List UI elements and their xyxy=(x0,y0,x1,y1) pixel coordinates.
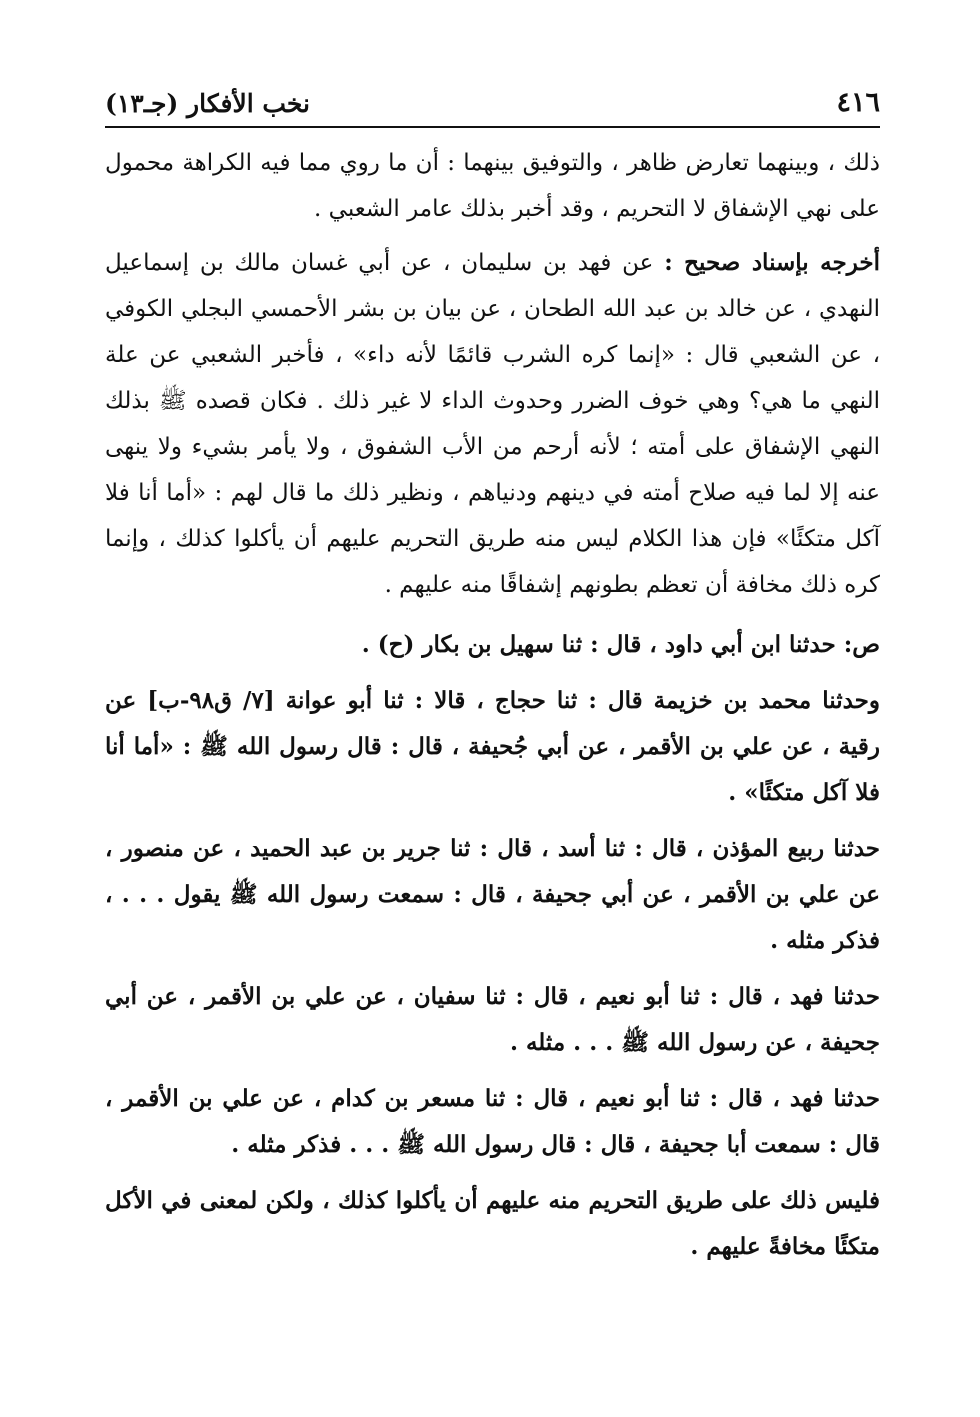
hadith-sanad-3: حدثنا ربيع المؤذن ، قال : ثنا أسد ، قال : ثنا جرير بن عبد الحميد ، عن منصور ، عن علي بن الأقمر ، عن أبي جحيفة ، قال : سمعت رسول الله ﷺ يقول . . . ، فذكر مثله . xyxy=(105,835,880,954)
paragraph-2 xyxy=(105,240,880,608)
closing-paragraph: فليس ذلك على طريق التحريم منه عليهم أن يأكلوا كذلك ، ولكن لمعنى في الأكل متكئًا مخافةً عليهم . xyxy=(105,1187,880,1260)
isnad-label: أخرجه بإسناد صحيح : xyxy=(664,249,881,276)
hadith-sanad-2: وحدثنا محمد بن خزيمة قال : ثنا حجاج ، قالا : ثنا أبو عوانة [٧/ ق٩٨-ب] عن رقية ، عن علي بن الأقمر ، عن أبي جُحيفة ، قال : قال رسول الله ﷺ : «أما أنا فلا آكل متكئًا» . xyxy=(105,687,880,806)
book-title: نخب الأفكار (جـ١٣) xyxy=(105,89,311,118)
hadith-sanad-4: حدثنا فهد ، قال : ثنا أبو نعيم ، قال : ثنا سفيان ، عن علي بن الأقمر ، عن أبي جحيفة ، عن رسول الله ﷺ . . . مثله . xyxy=(105,983,880,1056)
hadith-sanad-5: حدثنا فهد ، قال : ثنا أبو نعيم ، قال : ثنا مسعر بن كدام ، عن علي بن الأقمر ، قال : سمعت أبا جحيفة ، قال : قال رسول الله ﷺ . . . فذكر مثله . xyxy=(105,1085,880,1158)
page-number: ٤١٦ xyxy=(836,87,880,118)
hadith-sanad-1-text: حدثنا ابن أبي داود ، قال : ثنا سهيل بن بكار (ح) . xyxy=(361,631,836,658)
header-divider xyxy=(105,126,880,128)
page-body xyxy=(105,140,880,1280)
sad-label: ص: xyxy=(843,631,880,658)
paragraph-1: ذلك ، وبينهما تعارض ظاهر ، والتوفيق بينهما : أن ما روي مما فيه الكراهة محمول على نهي الإشفاق لا التحريم ، وقد أخبر بذلك عامر الشعبي . xyxy=(105,150,880,222)
page-header xyxy=(105,78,880,118)
paragraph-2-text: عن فهد بن سليمان ، عن أبي غسان مالك بن إسماعيل النهدي ، عن خالد بن عبد الله الطحان ، عن بيان بن بشر الأحمسي البجلي الكوفي ، عن الشعبي قال : «إنما كره الشرب قائمًا لأنه داء» ، فأخبر الشعبي عن علة النهي ما هي؟ وهي خوف الضرر وحدوث الداء لا غير ذلك . فكان قصده ﷺ بذلك النهي الإشفاق على أمته ؛ لأنه أرحم من الأب الشفوق ، ولا يأمر بشيء ولا ينهى عنه إلا لما فيه صلاح أمته في دينهم ودنياهم ، ونظير ذلك ما قال لهم : «أما أنا فلا آكل متكئًا» فإن هذا الكلام ليس منه طريق التحريم عليهم أن يأكلوا كذلك ، وإنما كره ذلك مخافة أن تعظم بطونهم إشفاقًا منه عليهم . xyxy=(105,250,880,598)
hadith-sanad-1 xyxy=(105,622,880,668)
